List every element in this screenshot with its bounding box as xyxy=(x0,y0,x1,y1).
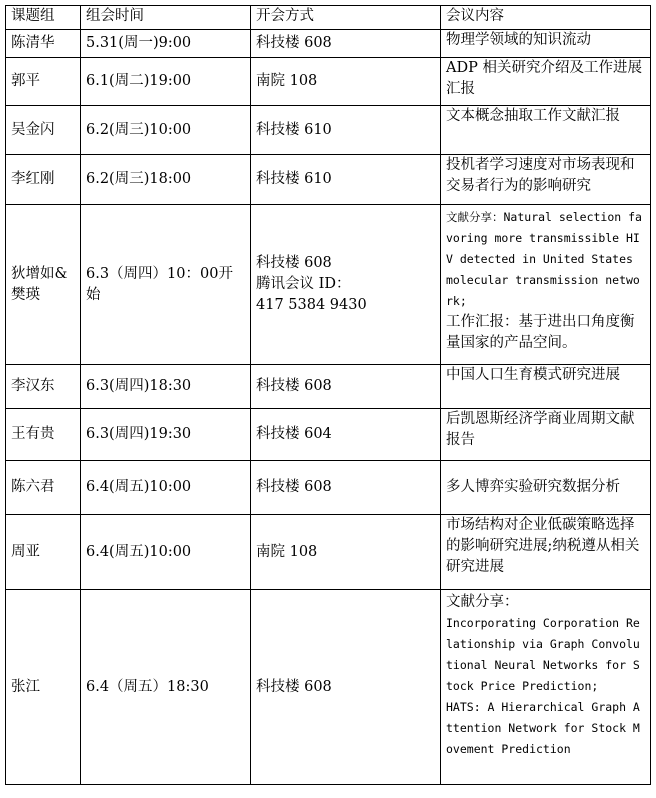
mode-cell xyxy=(251,205,441,365)
meeting-schedule-table xyxy=(5,5,651,785)
time-cell: 6.2(周三)18:00 xyxy=(81,155,251,205)
content-text: 中国人口生育模式研究进展 xyxy=(446,367,620,383)
content-text: HATS: A Hierarchical Graph Attention Network for Stock Movement Prediction xyxy=(446,700,640,756)
group-cell: 陈清华 xyxy=(6,30,81,58)
time-cell: 6.3（周四）10：00开始 xyxy=(81,205,251,365)
table-row xyxy=(6,365,651,409)
mode-cell: 科技楼 608 xyxy=(251,30,441,58)
group-cell: 李汉东 xyxy=(6,365,81,409)
table-row xyxy=(6,205,651,365)
group-cell: 陈六君 xyxy=(6,461,81,515)
content-text: 文献分享： xyxy=(446,594,519,610)
group-cell: 狄增如&樊瑛 xyxy=(6,205,81,365)
group-cell: 张江 xyxy=(6,590,81,785)
table-row xyxy=(6,461,651,515)
content-text: 投机者学习速度对市场表现和交易者行为的影响研究 xyxy=(446,157,635,194)
header-content: 会议内容 xyxy=(441,6,651,30)
table-row xyxy=(6,155,651,205)
content-cell xyxy=(441,461,651,515)
table-row xyxy=(6,515,651,590)
content-text: 多人博弈实验研究数据分析 xyxy=(446,479,620,495)
table-row xyxy=(6,409,651,461)
content-text: 物理学领域的知识流动 xyxy=(446,32,591,48)
mode-cell: 科技楼 610 xyxy=(251,106,441,155)
time-cell: 6.3(周四)19:30 xyxy=(81,409,251,461)
header-row xyxy=(6,6,651,30)
mode-cell: 科技楼 608 xyxy=(251,461,441,515)
table-row xyxy=(6,590,651,785)
content-cell xyxy=(441,365,651,409)
content-text: 文献分享：Natural selection favoring more transmissible HIV detected in United States molecular transmission network; xyxy=(446,210,642,308)
content-text: 文本概念抽取工作文献汇报 xyxy=(446,108,620,124)
time-cell: 6.3(周四)18:30 xyxy=(81,365,251,409)
group-cell: 李红刚 xyxy=(6,155,81,205)
content-cell xyxy=(441,409,651,461)
content-cell xyxy=(441,515,651,590)
mode-cell: 科技楼 608 xyxy=(251,365,441,409)
mode-cell: 南院 108 xyxy=(251,515,441,590)
mode-line: 腾讯会议 ID： xyxy=(256,276,351,292)
content-text: 市场结构对企业低碳策略选择的影响研究进展;纳税遵从相关研究进展 xyxy=(446,517,640,575)
content-text: ADP 相关研究介绍及工作进展汇报 xyxy=(446,60,642,97)
content-cell xyxy=(441,58,651,106)
content-text: 后凯恩斯经济学商业周期文献报告 xyxy=(446,411,635,448)
content-text: 工作汇报：基于进出口角度衡量国家的产品空间。 xyxy=(446,314,635,351)
content-cell xyxy=(441,205,651,365)
table-row xyxy=(6,58,651,106)
time-cell: 6.1(周二)19:00 xyxy=(81,58,251,106)
time-cell: 6.2(周三)10:00 xyxy=(81,106,251,155)
content-cell xyxy=(441,106,651,155)
time-cell: 5.31(周一)9:00 xyxy=(81,30,251,58)
mode-line: 科技楼 608 xyxy=(256,255,332,271)
mode-cell: 科技楼 608 xyxy=(251,590,441,785)
content-cell xyxy=(441,155,651,205)
mode-cell: 南院 108 xyxy=(251,58,441,106)
time-cell: 6.4(周五)10:00 xyxy=(81,515,251,590)
header-time: 组会时间 xyxy=(81,6,251,30)
group-cell: 王有贵 xyxy=(6,409,81,461)
header-mode: 开会方式 xyxy=(251,6,441,30)
group-cell: 吴金闪 xyxy=(6,106,81,155)
group-cell: 周亚 xyxy=(6,515,81,590)
header-group: 课题组 xyxy=(6,6,81,30)
content-cell xyxy=(441,30,651,58)
time-cell: 6.4（周五）18:30 xyxy=(81,590,251,785)
content-text: Incorporating Corporation Relationship via Graph Convolutional Neural Networks for Stock Price Prediction; xyxy=(446,616,640,693)
mode-line: 417 5384 9430 xyxy=(256,297,367,313)
content-cell xyxy=(441,590,651,785)
time-cell: 6.4(周五)10:00 xyxy=(81,461,251,515)
group-cell: 郭平 xyxy=(6,58,81,106)
mode-cell: 科技楼 610 xyxy=(251,155,441,205)
mode-cell: 科技楼 604 xyxy=(251,409,441,461)
table-row xyxy=(6,30,651,58)
table-row xyxy=(6,106,651,155)
